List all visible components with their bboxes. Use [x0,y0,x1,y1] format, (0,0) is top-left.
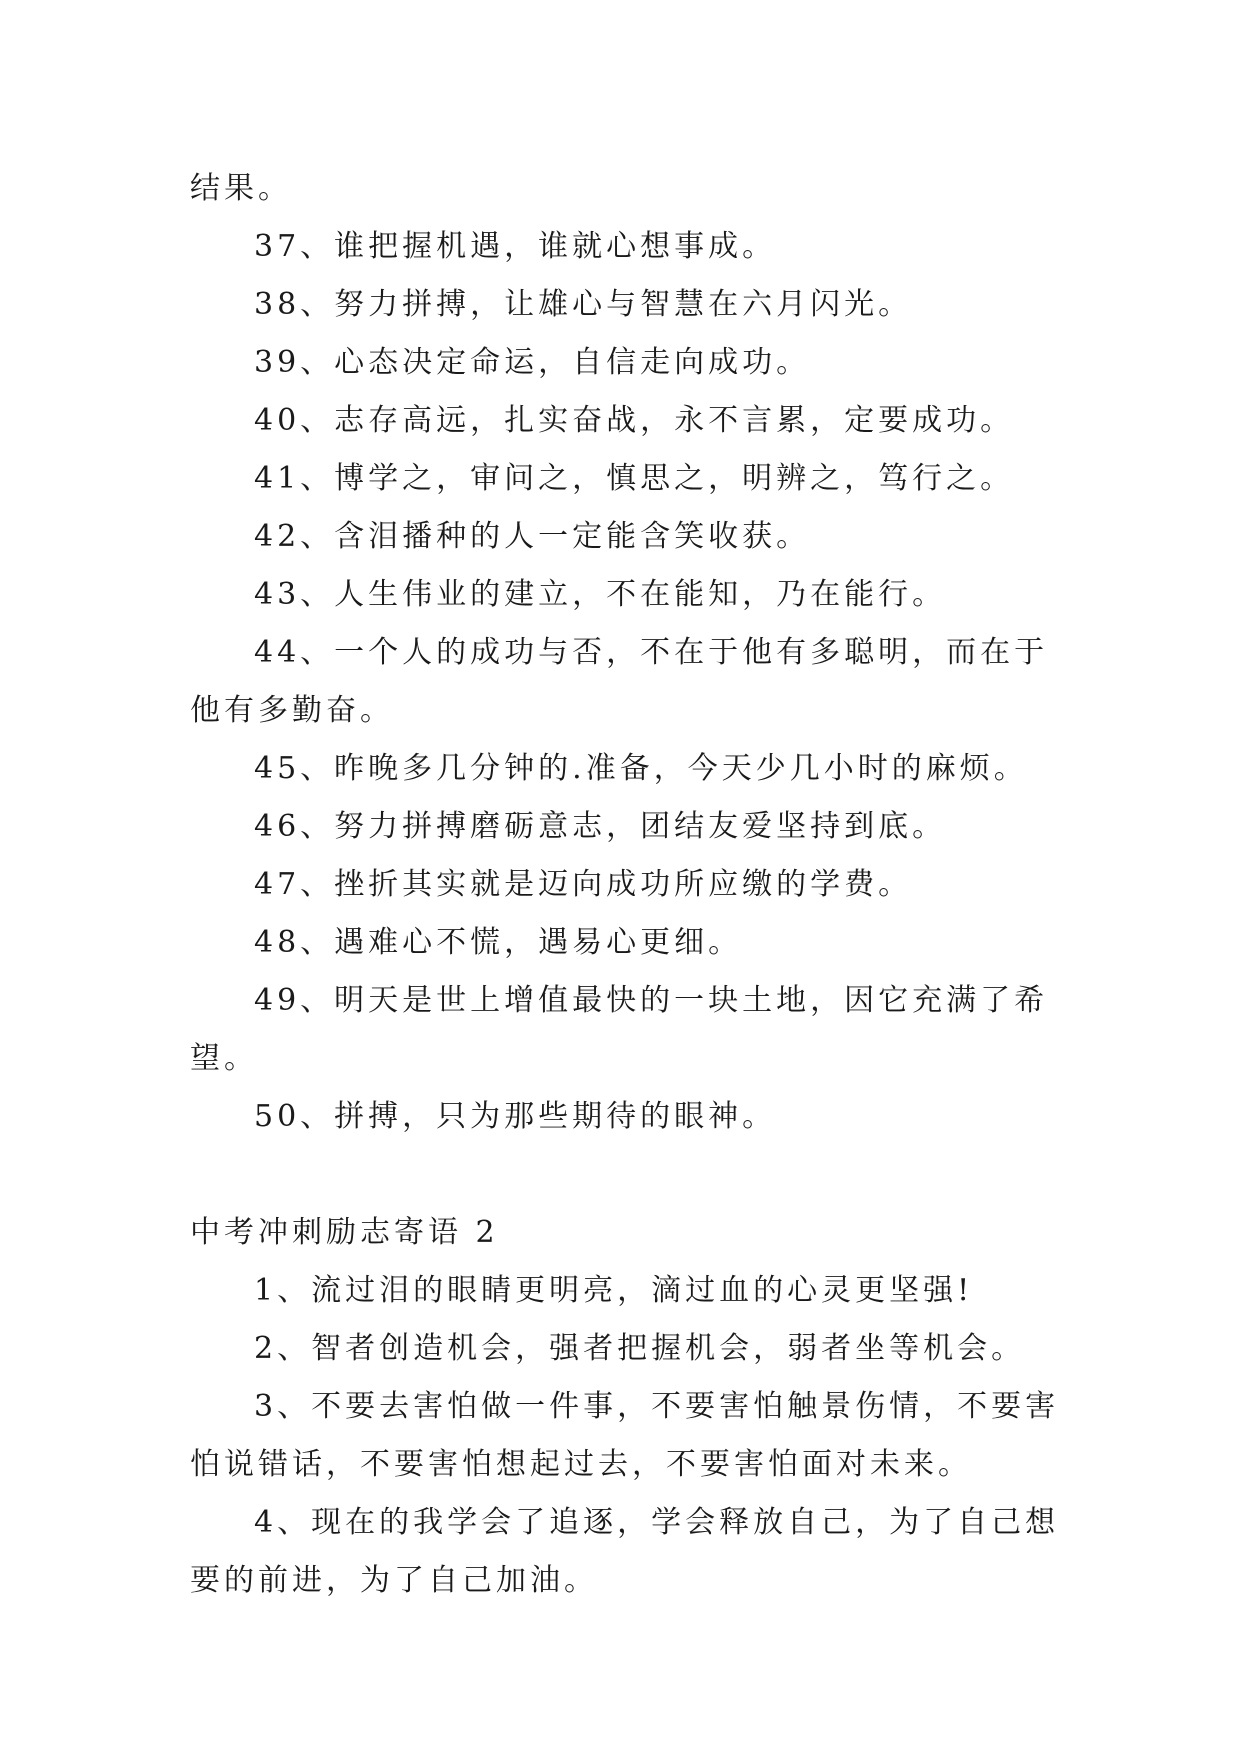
list-item: 4、现在的我学会了追逐，学会释放自己，为了自己想要的前进，为了自己加油。 [190,1505,1060,1598]
list-item: 3、不要去害怕做一件事，不要害怕触景伤情，不要害怕说错话，不要害怕想起过去，不要害怕面对未来。 [190,1389,1060,1482]
list-item: 47、挫折其实就是迈向成功所应缴的学费。 [254,867,913,902]
list-item: 37、谁把握机遇，谁就心想事成。 [254,229,777,264]
list-item: 46、努力拼搏磨砺意志，团结友爱坚持到底。 [254,809,947,844]
section-heading: 中考冲刺励志寄语 2 [190,1215,499,1250]
list-item: 45、昨晚多几分钟的.准备，今天少几小时的麻烦。 [254,751,1028,786]
list-item: 39、心态决定命运，自信走向成功。 [254,345,811,380]
continuation-text: 结果。 [190,171,292,206]
list-item: 38、努力拼搏，让雄心与智慧在六月闪光。 [254,287,913,322]
list-item: 48、遇难心不慌，遇易心更细。 [254,925,743,960]
list-item: 50、拼搏，只为那些期待的眼神。 [254,1099,777,1134]
list-item: 42、含泪播种的人一定能含笑收获。 [254,519,811,554]
list-item: 40、志存高远，扎实奋战，永不言累，定要成功。 [254,403,1015,438]
list-item: 1、流过泪的眼睛更明亮，滴过血的心灵更坚强! [254,1273,974,1308]
list-item: 41、博学之，审问之，慎思之，明辨之，笃行之。 [254,461,1015,496]
list-item: 44、一个人的成功与否，不在于他有多聪明，而在于他有多勤奋。 [190,635,1049,728]
list-item: 43、人生伟业的建立，不在能知，乃在能行。 [254,577,947,612]
list-item: 2、智者创造机会，强者把握机会，弱者坐等机会。 [254,1331,1026,1366]
list-item: 49、明天是世上增值最快的一块土地，因它充满了希望。 [190,983,1049,1076]
document-body [190,160,1060,1610]
